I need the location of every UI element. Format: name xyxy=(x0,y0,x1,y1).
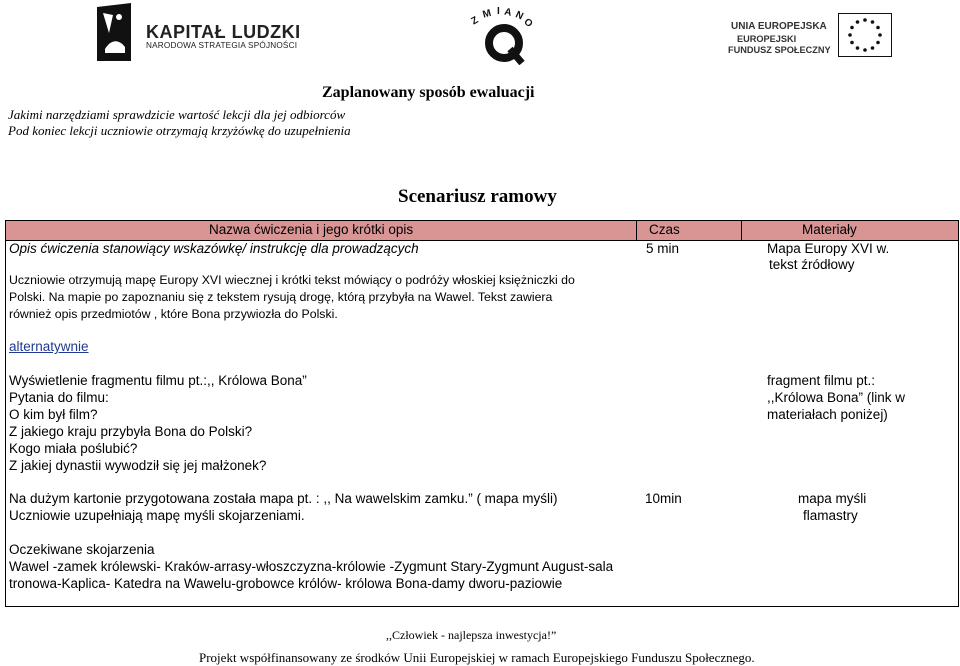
mindmap-materials-line2: flamastry xyxy=(803,508,858,523)
materials-1a: Mapa Europy XVI w. xyxy=(767,241,890,256)
evaluation-answer: Pod koniec lekcji uczniowie otrzymają krzyżówkę do uzupełnienia xyxy=(8,123,351,138)
svg-text:I: I xyxy=(497,7,500,17)
film-materials-line1: fragment filmu pt.: xyxy=(767,373,876,388)
mindmap-line2: Uczniowie uzupełniają mapę myśli skojarzeniami. xyxy=(9,508,305,523)
exercise-description-line2: Polski. Na mapie po zapoznaniu się z tekstem rysują drogę, którą przybyła na Wawel. Tekst zawiera xyxy=(9,290,553,304)
film-line3: O kim był film? xyxy=(9,407,98,422)
svg-text:N: N xyxy=(513,9,525,23)
header-divider xyxy=(636,220,637,241)
exercise-time-2: 10min xyxy=(645,491,682,506)
film-line4: Z jakiego kraju przybyła Bona do Polski? xyxy=(9,424,253,439)
header-materials: Materiały xyxy=(802,222,857,237)
kapital-ludzki-logo-icon xyxy=(97,3,131,61)
svg-text:M: M xyxy=(481,7,493,21)
header-name: Nazwa ćwiczenia i jego krótki opis xyxy=(209,222,414,237)
header-time: Czas xyxy=(649,222,680,237)
svg-text:Z: Z xyxy=(469,14,481,28)
evaluation-question: Jakimi narzędziami sprawdzicie wartość lekcji dla jej odbiorców xyxy=(8,107,346,122)
materials-1b: tekst źródłowy xyxy=(769,257,855,272)
footer-slogan: ,,Człowiek - najlepsza inwestycja!” xyxy=(386,628,557,642)
kapital-ludzki-subtitle: NARODOWA STRATEGIA SPÓJNOŚCI xyxy=(146,41,298,50)
mindmap-materials-line1: mapa myśli xyxy=(798,491,867,506)
scenario-title: Scenariusz ramowy xyxy=(398,186,557,207)
exercise-time-1: 5 min xyxy=(646,241,680,256)
film-line5: Kogo miała poślubić? xyxy=(9,441,138,456)
film-materials-line3: materiałach poniżej) xyxy=(767,407,888,422)
film-line2: Pytania do filmu: xyxy=(9,390,109,405)
zmiano-logo-icon xyxy=(466,7,538,65)
expected-associations-title: Oczekiwane skojarzenia xyxy=(9,542,155,557)
film-line6: Z jakiej dynastii wywodził się jej małżonek? xyxy=(9,458,267,473)
alternative-link[interactable]: alternatywnie xyxy=(9,339,89,354)
eu-fund-line1: EUROPEJSKI xyxy=(737,34,797,44)
evaluation-title: Zaplanowany sposób ewaluacji xyxy=(322,84,535,101)
footer-project: Projekt współfinansowany ze środków Unii Europejskiej w ramach Europejskiego Funduszu Społecznego. xyxy=(199,650,755,665)
exercise-instruction: Opis ćwiczenia stanowiący wskazówkę/ instrukcję dla prowadzących xyxy=(9,241,419,256)
svg-text:A: A xyxy=(503,7,513,19)
eu-title: UNIA EUROPEJSKA xyxy=(731,21,827,32)
film-materials-line2: ,,Królowa Bona” (link w xyxy=(767,390,906,405)
expected-associations-line2: tronowa-Kaplica- Katedra na Wawelu-grobowce królów- królowa Bona-damy dworu-paziowie xyxy=(9,576,563,591)
film-line1: Wyświetlenie fragmentu filmu pt.:,, Królowa Bona” xyxy=(9,373,307,388)
exercise-description-line3: również opis przedmiotów , które Bona przywiozła do Polski. xyxy=(9,307,338,321)
eu-fund-line2: FUNDUSZ SPOŁECZNY xyxy=(728,45,831,55)
svg-text:O: O xyxy=(521,16,535,30)
expected-associations-line1: Wawel -zamek królewski- Kraków-arrasy-włoszczyzna-królowie -Zygmunt Stary-Zygmunt August-sala xyxy=(9,559,614,574)
kapital-ludzki-title: KAPITAŁ LUDZKI xyxy=(146,22,301,42)
eu-flag-icon xyxy=(838,13,892,57)
mindmap-line1: Na dużym kartonie przygotowana została mapa pt. : ,, Na wawelskim zamku.” ( mapa myśli) xyxy=(9,491,558,506)
exercise-description-line1: Uczniowie otrzymują mapę Europy XVI wiecznej i krótki tekst mówiący o podróży włoskiej księżniczki do xyxy=(9,273,575,287)
header-divider xyxy=(741,220,742,241)
